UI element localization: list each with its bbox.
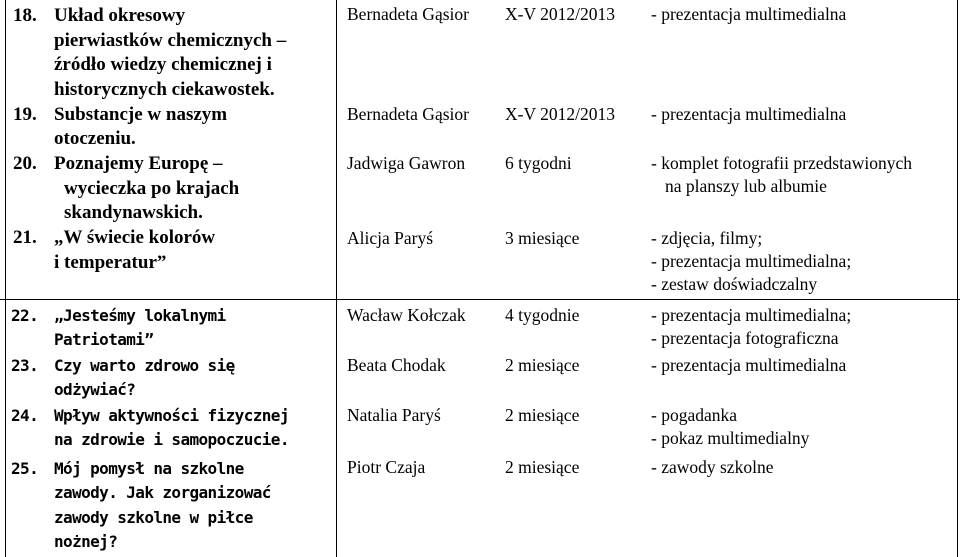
row-number: 22. bbox=[11, 306, 39, 325]
topic-line: Czy warto zdrowo się bbox=[54, 356, 235, 375]
topic-line: źródło wiedzy chemicznej i bbox=[54, 54, 272, 75]
table-row-divider bbox=[0, 299, 960, 300]
form-line: - zdjęcia, filmy; bbox=[651, 228, 763, 248]
form-line: na planszy lub albumie bbox=[665, 176, 827, 196]
topic-line: wycieczka po krajach bbox=[64, 178, 240, 199]
time-period: 3 miesiące bbox=[505, 228, 580, 248]
topic-line: Poznajemy Europę – bbox=[54, 153, 223, 174]
topic-line: Wpływ aktywności fizycznej bbox=[54, 406, 289, 425]
time-period: X-V 2012/2013 bbox=[505, 4, 616, 24]
row-number: 24. bbox=[11, 406, 39, 425]
form-line: - pokaz multimedialny bbox=[651, 428, 810, 448]
row-number: 21. bbox=[13, 227, 37, 248]
teacher-name: Bernadeta Gąsior bbox=[347, 4, 469, 24]
time-period: 4 tygodnie bbox=[505, 305, 580, 325]
form-line: - zawody szkolne bbox=[651, 457, 774, 477]
form-line: - prezentacja fotograficzna bbox=[651, 328, 839, 348]
teacher-name: Bernadeta Gąsior bbox=[347, 104, 469, 124]
topic-line: i temperatur” bbox=[54, 252, 167, 273]
topic-line: odżywiać? bbox=[54, 380, 136, 399]
topic-line: Układ okresowy bbox=[54, 5, 186, 26]
topic-line: zawody szkolne w piłce bbox=[54, 508, 253, 527]
time-period: 6 tygodni bbox=[505, 153, 572, 173]
table-border-left bbox=[5, 0, 6, 557]
teacher-name: Wacław Kołczak bbox=[347, 305, 466, 325]
topic-line: skandynawskich. bbox=[64, 202, 203, 223]
topic-line: Mój pomysł na szkolne bbox=[54, 459, 244, 478]
topic-line: pierwiastków chemicznych – bbox=[54, 30, 287, 51]
row-number: 25. bbox=[11, 459, 39, 478]
row-number: 23. bbox=[11, 356, 39, 375]
teacher-name: Alicja Paryś bbox=[347, 228, 434, 248]
table-column-divider bbox=[336, 0, 337, 557]
topic-line: zawody. Jak zorganizować bbox=[54, 483, 271, 502]
topic-line: historycznych ciekawostek. bbox=[54, 79, 275, 100]
topic-line: nożnej? bbox=[54, 532, 118, 551]
form-line: - prezentacja multimedialna bbox=[651, 355, 847, 375]
time-period: X-V 2012/2013 bbox=[505, 104, 616, 124]
form-line: - prezentacja multimedialna bbox=[651, 104, 847, 124]
teacher-name: Beata Chodak bbox=[347, 355, 446, 375]
row-number: 20. bbox=[13, 153, 37, 174]
topic-line: „W świecie kolorów bbox=[54, 227, 216, 248]
form-line: - prezentacja multimedialna bbox=[651, 4, 847, 24]
form-line: - prezentacja multimedialna; bbox=[651, 251, 852, 271]
time-period: 2 miesiące bbox=[505, 405, 580, 425]
time-period: 2 miesiące bbox=[505, 355, 580, 375]
form-line: - komplet fotografii przedstawionych bbox=[651, 153, 912, 173]
topic-line: na zdrowie i samopoczucie. bbox=[54, 430, 289, 449]
form-line: - pogadanka bbox=[651, 405, 738, 425]
teacher-name: Jadwiga Gawron bbox=[347, 153, 466, 173]
row-number: 19. bbox=[13, 104, 37, 125]
teacher-name: Natalia Paryś bbox=[347, 405, 441, 425]
table-border-right bbox=[957, 0, 958, 557]
topic-line: Substancje w naszym bbox=[54, 104, 228, 125]
form-line: - prezentacja multimedialna; bbox=[651, 305, 852, 325]
topic-line: „Jesteśmy lokalnymi bbox=[54, 306, 226, 325]
teacher-name: Piotr Czaja bbox=[347, 457, 426, 477]
row-number: 18. bbox=[13, 5, 37, 26]
topic-line: otoczeniu. bbox=[54, 128, 136, 149]
time-period: 2 miesiące bbox=[505, 457, 580, 477]
form-line: - zestaw doświadczalny bbox=[651, 274, 818, 294]
topic-line: Patriotami” bbox=[54, 330, 154, 349]
